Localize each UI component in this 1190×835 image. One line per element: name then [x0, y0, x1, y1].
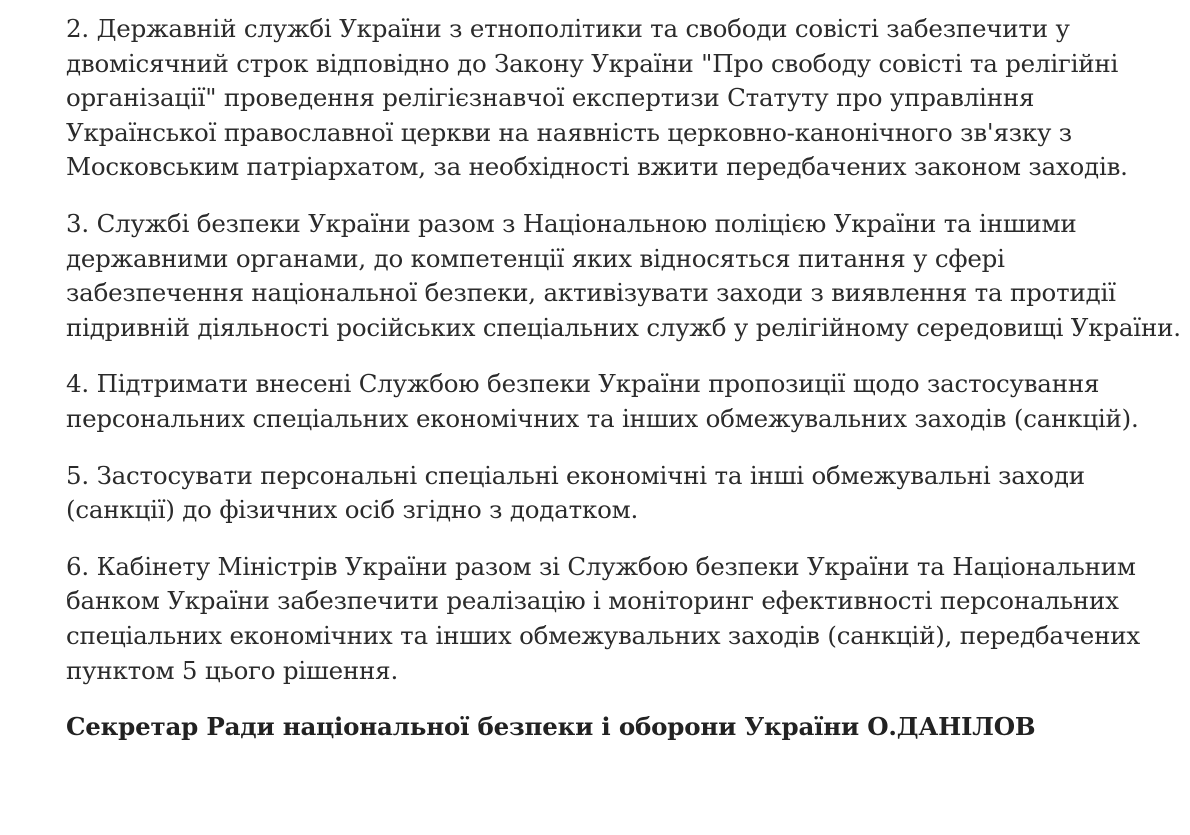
signature: Секретар Ради національної безпеки і оборони України О.ДАНІЛОВ	[66, 712, 1036, 742]
paragraph-2: 2. Державній службі України з етнополітики та свободи совісті забезпечити у двомісячний строк відповідно до Закону України "Про свободу совісті та релігійні організації" проведення релігієзнавчої експертизи Статуту про управління Української православної церкви на наявність церковно-канонічного зв'язку з Московським патріархатом, за необхідності вжити передбачених законом заходів.	[66, 14, 1128, 182]
paragraph-3: 3. Службі безпеки України разом з Національною поліцією України та іншими державними органами, до компетенції яких відносяться питання у сфері забезпечення національної безпеки, активізувати заходи з виявлення та протидії підривній діяльності російських спеціальних служб у релігійному середовищі України.	[66, 208, 1181, 342]
paragraph-4: 4. Підтримати внесені Службою безпеки України пропозиції щодо застосування персональних спеціальних економічних та інших обмежувальних заходів (санкцій).	[66, 369, 1139, 433]
document-body	[66, 12, 1190, 745]
paragraph-6: 6. Кабінету Міністрів України разом зі Службою безпеки України та Національним банком України забезпечити реалізацію і моніторинг ефективності персональних спеціальних економічних та інших обмежувальних заходів (санкцій), передбачених пунктом 5 цього рішення.	[66, 551, 1140, 685]
paragraph-5: 5. Застосувати персональні спеціальні економічні та інші обмежувальні заходи (санкції) до фізичних осіб згідно з додатком.	[66, 460, 1085, 525]
